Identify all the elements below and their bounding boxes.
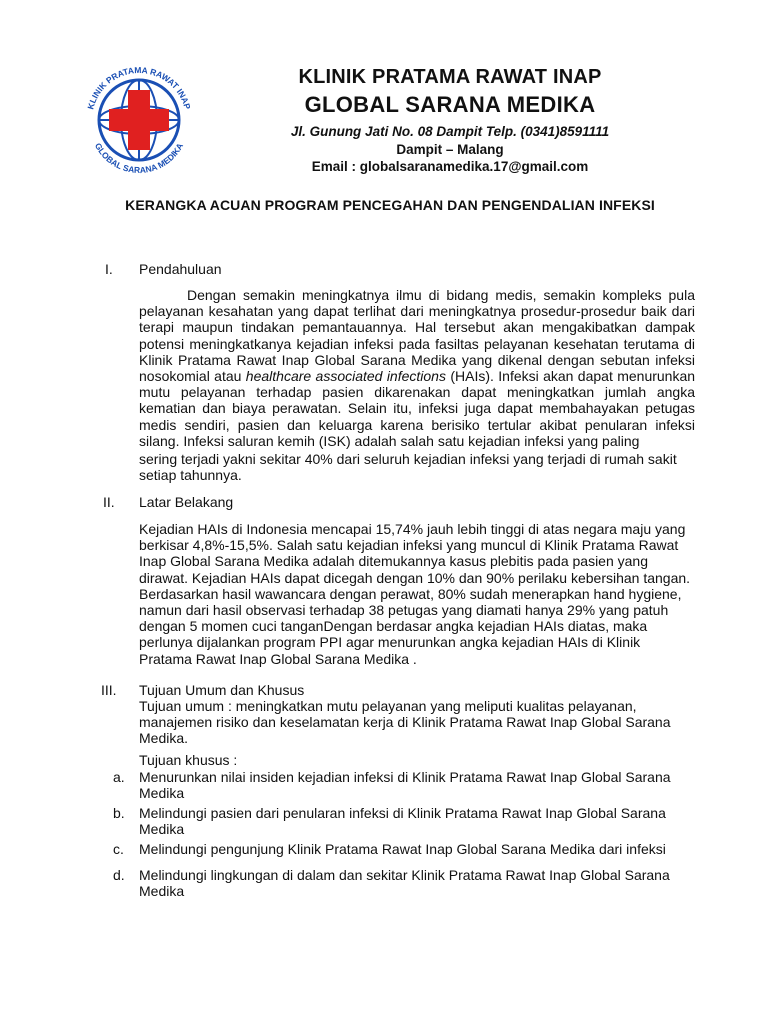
section-1-paragraph xyxy=(139,287,695,449)
logo-bottom-text: GLOBAL SARANA MEDIKA xyxy=(92,141,186,176)
section-2-number: II. xyxy=(103,494,115,510)
list-item-letter: b. xyxy=(113,805,125,821)
list-item: Melindungi pasien dari penularan infeksi di Klinik Pratama Rawat Inap Global Sarana Medika xyxy=(139,805,666,838)
list-item: Menurunkan nilai insiden kejadian infeksi di Klinik Pratama Rawat Inap Global Sarana Medika xyxy=(139,769,671,802)
section-2-heading: Latar Belakang xyxy=(139,494,234,510)
city-line: Dampit – Malang xyxy=(396,142,504,157)
section-1-heading: Pendahuluan xyxy=(139,261,222,277)
section-3-specific-label: Tujuan khusus : xyxy=(139,752,238,768)
org-name-line1: KLINIK PRATAMA RAWAT INAP xyxy=(298,66,602,88)
list-item-letter: d. xyxy=(113,867,125,883)
address-line: Jl. Gunung Jati No. 08 Dampit Telp. (0341)8591111 xyxy=(290,124,610,139)
logo-top-text: KLINIK PRATAMA RAWAT INAP xyxy=(85,64,193,111)
list-item-letter: c. xyxy=(113,841,124,857)
list-item: Melindungi pengunjung Klinik Pratama Rawat Inap Global Sarana Medika dari infeksi xyxy=(139,841,666,857)
section-3-general-goal: Tujuan umum : meningkatkan mutu pelayanan yang meliputi kualitas pelayanan, manajemen risiko dan keselamatan kerja di Klinik Pratama Rawat Inap Global Sarana Medika. xyxy=(139,698,671,747)
section-2-paragraph: Kejadian HAIs di Indonesia mencapai 15,74% jauh lebih tinggi di atas negara maju yang berkisar 4,8%-15,5%. Salah satu kejadian infeksi yang muncul di Klinik Pratama Rawat Inap Global Sarana Medika adalah ditemukannya kasus plebitis pada pasien yang dirawat. Kejadian HAIs dapat dicegah dengan 10% dan 90% perilaku kebersihan tangan. Berdasarkan hasil wawancara dengan perawat, 80% sudah menerapkan hand hygiene, namun dari hasil observasi terhadap 38 petugas yang diamati hanya 29% yang patuh dengan 5 momen cuci tanganDengan berdasar angka kejadian HAIs diatas, maka perlunya dijalankan program PPI agar menurunkan angka kejadian HAIs di Klinik Pratama Rawat Inap Global Sarana Medika . xyxy=(139,521,691,667)
section-3-heading: Tujuan Umum dan Khusus xyxy=(139,682,305,698)
section-1-text-a: Dengan semakin meningkatnya ilmu di bidang medis, semakin kompleks pula pelayanan kesahatan yang dapat terlihat dari meningkatnya prosedur-prosedur baik dari terapi maupun tindakan pemantauannya. Hal tersebut akan mengakibatkan dampak potensi meningkatkanya kejadian infeksi pada fasiltas pelayanan kesehatan terutama di Klinik Pratama Rawat Inap Global Sarana Medika yang dikenal dengan sebutan infeksi nosokomial atau xyxy=(139,287,695,385)
section-3-number: III. xyxy=(101,682,117,698)
section-1-text-italic: healthcare associated infections xyxy=(245,368,446,385)
org-name-line2: GLOBAL SARANA MEDIKA xyxy=(304,92,596,117)
document-title: KERANGKA ACUAN PROGRAM PENCEGAHAN DAN PENGENDALIAN INFEKSI xyxy=(125,197,655,213)
list-item-letter: a. xyxy=(113,769,125,785)
email-line: Email : globalsaranamedika.17@gmail.com xyxy=(311,159,589,174)
section-1-text-b: (HAIs). Infeksi akan dapat menurunkan mutu pelayanan terhadap pasien dikarenakan dapat meningkatkan jumlah angka kematian dan biaya perawatan. Selain itu, infeksi juga dapat membahayakan petugas medis sendiri, pasien dan keluarga karena berisiko tertular akibat penularan infeksi silang. Infeksi saluran kemih (ISK) adalah salah satu kejadian infeksi yang paling xyxy=(139,368,696,449)
section-1-number: I. xyxy=(105,261,113,277)
clinic-logo xyxy=(78,58,200,180)
list-item: Melindungi lingkungan di dalam dan sekitar Klinik Pratama Rawat Inap Global Sarana Medika xyxy=(139,867,670,900)
section-1-paragraph-end: sering terjadi yakni sekitar 40% dari seluruh kejadian infeksi yang terjadi di rumah sakit setiap tahunnya. xyxy=(139,451,677,484)
